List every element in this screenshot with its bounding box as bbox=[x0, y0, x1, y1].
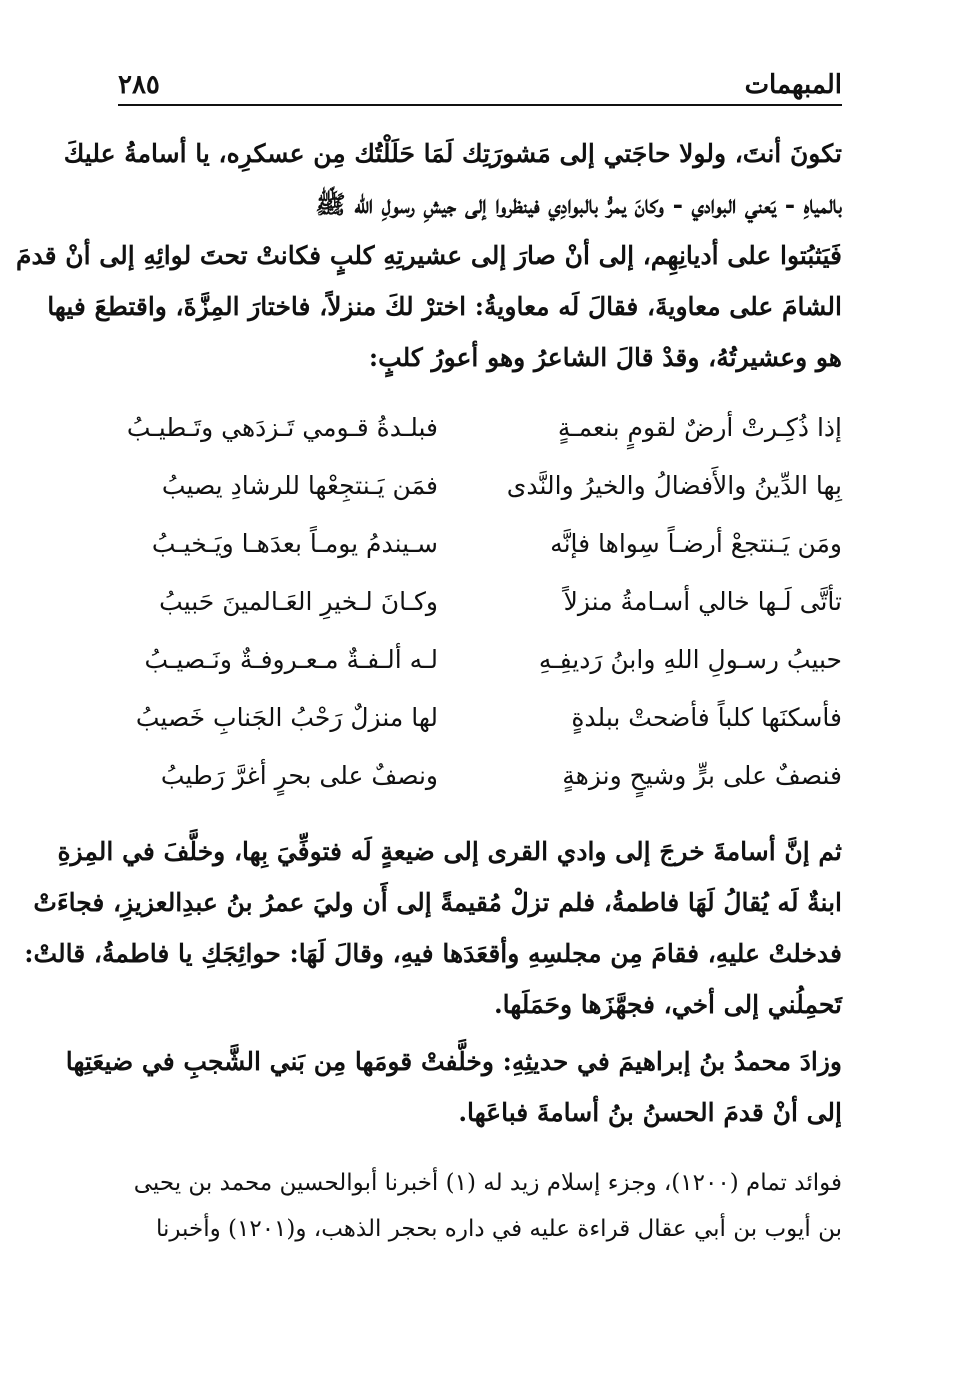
text-line: وزادَ محمدُ بنُ إبراهيمَ في حديثِهِ: وخلَّفتْ قومَها مِن بَني الشَّجبِ في ضيعَتِها bbox=[65, 1047, 842, 1076]
second-hemistich: لـه ألـفـةٌ مـعـروفـةٌ ونَـصيـبُ bbox=[144, 644, 438, 674]
paragraph-osama bbox=[24, 826, 842, 1030]
paragraph-intro bbox=[15, 128, 842, 383]
poem-verse bbox=[118, 746, 842, 804]
second-hemistich: ونصفٌ على بحرٍ أغرَّ رَطيبُ bbox=[160, 760, 438, 790]
text-line: بالمياهِ - يَعني البوادي - وكانَ يمرُّ بالبوادِي فينظروا إلى جيشِ رسولِ الله ﷺ bbox=[315, 190, 842, 219]
text-line: إلى أنْ قدمَ الحسنُ بنُ أسامةَ فباعَها. bbox=[458, 1098, 842, 1127]
first-hemistich: فنصفٌ على برٍّ وشيحٍ ونزهةٍ bbox=[562, 760, 842, 790]
footnote-line: فوائد تمام (١٢٠٠)، وجزء إسلام زيد له (١) أخبرنا أبوالحسين محمد بن يحيى bbox=[133, 1170, 842, 1196]
text-line: ابنةٌ لَه يُقالُ لَهَا فاطمةُ، فلم تزلْ مُقيمةً إلى أَن وليَ عمرُ بنُ عبدِالعزيزِ، فجاءَتْ bbox=[33, 888, 842, 917]
text-line: الشامَ على معاويةَ، فقالَ لَه معاويةُ: اخترْ لكَ منزلاً، فاختارَ المِزَّةَ، واقتطعَ فيها bbox=[47, 292, 842, 321]
poem-verse bbox=[118, 572, 842, 630]
poem-verse bbox=[118, 688, 842, 746]
paragraph-addition bbox=[65, 1036, 842, 1138]
poem-verse bbox=[118, 398, 842, 456]
second-hemistich: فبلـدةُ قـومي تَـزدَهي وتَـطيـبُ bbox=[126, 412, 438, 442]
second-hemistich: سـيندمُ يومـاً بعدَهـا ويَـخيـبُ bbox=[151, 528, 438, 558]
page-number: ٢٨٥ bbox=[118, 70, 160, 100]
text-line: تكونَ أنتَ، ولولا حاجَتي إلى مَشورَتِك لَمَا حَلَلْتُك مِن عسكرِه، يا أسامةُ عليكَ bbox=[63, 139, 842, 168]
first-hemistich: إذا ذُكِـرتْ أرضٌ لقومٍ بنعمـةٍ bbox=[557, 412, 842, 442]
text-line: فدخلتْ عليهِ، فقامَ مِن مجلسِهِ وأقعَدَها فيهِ، وقالَ لَهَا: حوائِجَكِ يا فاطمةُ، قالتْ: bbox=[24, 939, 842, 968]
text-line: ثم إنَّ أسامةَ خرجَ إلى وادي القرى إلى ضيعةٍ لَه فتوفِّيَ بِها، وخلَّفَ في المِزةِ bbox=[57, 837, 842, 866]
footnote bbox=[118, 1160, 842, 1252]
running-title: المبهمات bbox=[744, 70, 842, 100]
first-hemistich: بِها الدِّينُ والأَفضالُ والخيرُ والنَّدى bbox=[506, 470, 842, 500]
poem-verse bbox=[118, 630, 842, 688]
poem-verse bbox=[118, 514, 842, 572]
second-hemistich: وكـانَ لـخيرِ العَـالمينَ حَبيبُ bbox=[159, 586, 438, 616]
second-hemistich: فمَن يَـنتجِعْها للرشادِ يصيبُ bbox=[161, 470, 438, 500]
text-line: تَحمِلُني إلى أخي، فجهَّزَها وحَمَلَها. bbox=[493, 990, 842, 1019]
first-hemistich: فأسكنَها كلباً فأضحتْ ببلدةٍ bbox=[571, 702, 842, 732]
first-hemistich: تأتَّى لَـها خالي أسـامةُ منزلاً bbox=[563, 586, 842, 616]
first-hemistich: ومَن يَـنتجعْ أرضـاً سِواها فإنَّه bbox=[550, 528, 842, 558]
page-header bbox=[118, 64, 842, 106]
first-hemistich: حبيبُ رسـولِ اللهِ وابنُ رَديفِـهِ bbox=[538, 644, 842, 674]
second-hemistich: لها منزلٌ رَحْبُ الجَنابِ خَصيبُ bbox=[135, 702, 438, 732]
text-line: هو وعشيرتُهُ، وقدْ قالَ الشاعرُ وهو أعورُ كلبٍ: bbox=[368, 343, 842, 372]
footnote-line: بن أيوب بن أبي عقال قراءة عليه في داره بحجر الذهب، و(١٢٠١) وأخبرنا bbox=[155, 1216, 842, 1242]
poem-verse bbox=[118, 456, 842, 514]
text-line: فَيَثبُتوا على أديانِهِم، إلى أنْ صارَ إلى عشيرتِهِ كلبٍ فكانتْ تحتَ لوائِهِ إلى أنْ قدمَ bbox=[15, 241, 842, 270]
poem bbox=[118, 398, 842, 804]
